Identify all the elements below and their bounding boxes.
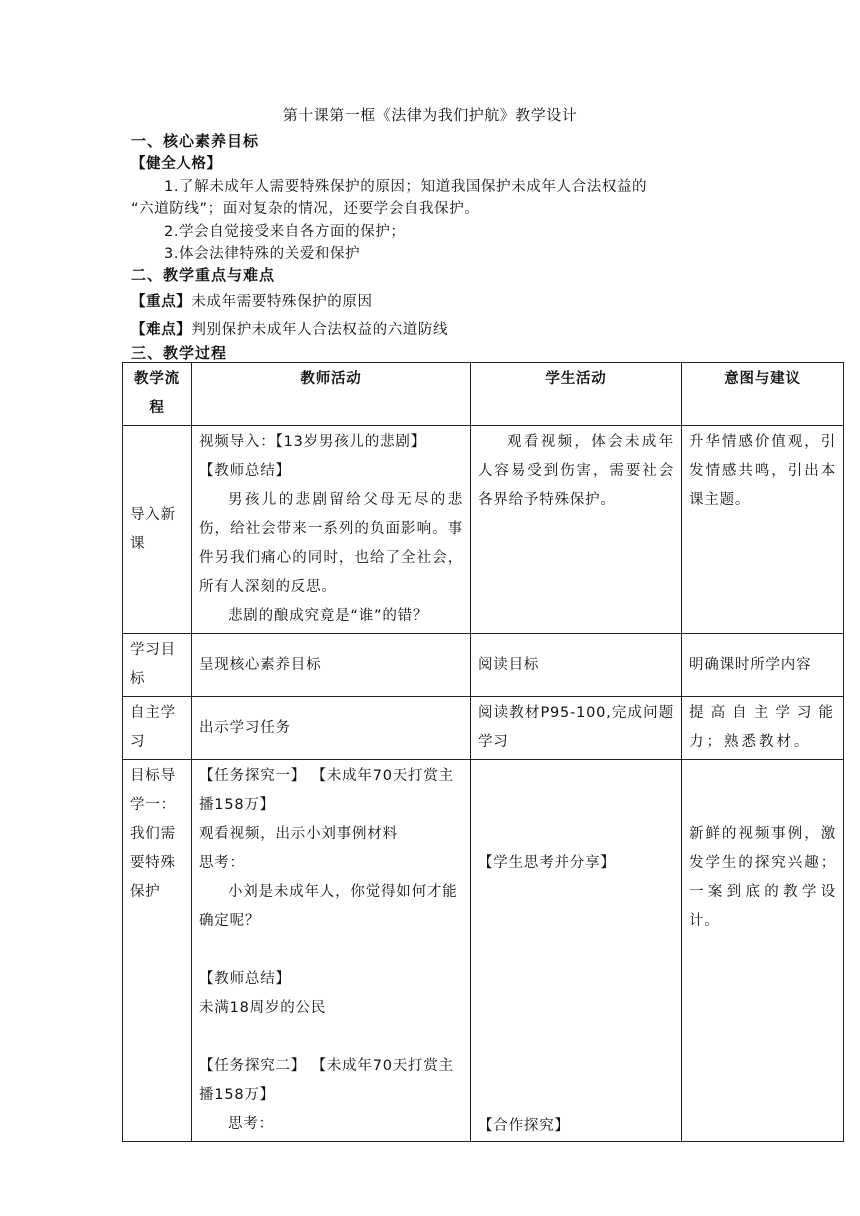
teacher-line: 【教师总结】 bbox=[199, 971, 291, 987]
difficult-point bbox=[131, 318, 448, 339]
teacher-line: 【任务探究二】 【未成年70天打赏主播158万】 bbox=[199, 1058, 454, 1103]
intent-cell: 提高自主学习能力；熟悉教材。 bbox=[682, 697, 844, 760]
table-row bbox=[123, 426, 844, 634]
difficult-point-text: 判别保护未成年人合法权益的六道防线 bbox=[191, 322, 449, 338]
blank-line bbox=[199, 936, 463, 965]
table-row bbox=[123, 760, 844, 1142]
teacher-line: 悲剧的酿成究竟是“谁”的错？ bbox=[228, 608, 429, 624]
key-point-text: 未成年需要特殊保护的原因 bbox=[191, 294, 373, 310]
table-row bbox=[123, 634, 844, 697]
student-cell bbox=[471, 760, 682, 1142]
teacher-line: 思考： bbox=[199, 855, 245, 871]
teacher-cell bbox=[192, 426, 471, 634]
stage-cell: 导入新课 bbox=[123, 426, 192, 634]
teacher-line: 【任务探究一】 【未成年70天打赏主播158万】 bbox=[199, 768, 454, 813]
teacher-cell: 呈现核心素养目标 bbox=[192, 634, 471, 697]
teacher-line: 【教师总结】 bbox=[199, 463, 291, 479]
intent-cell: 升华情感价值观，引发情感共鸣，引出本课主题。 bbox=[682, 426, 844, 634]
page-title: 第十课第一框《法律为我们护航》教学设计 bbox=[282, 106, 578, 124]
student-line: 【合作探究】 bbox=[478, 1118, 570, 1134]
header-stage: 教学流程 bbox=[123, 363, 192, 426]
blank-line bbox=[199, 1023, 463, 1052]
stage-cell: 学习目标 bbox=[123, 634, 192, 697]
goal-item-1a: 1.了解未成年人需要特殊保护的原因；知道我国保护未成年人合法权益的 bbox=[164, 179, 648, 195]
teaching-process-table bbox=[122, 362, 844, 1142]
section-heading-process: 三、教学过程 bbox=[131, 344, 228, 362]
subheading-personality: 【健全人格】 bbox=[131, 156, 222, 172]
header-student: 学生活动 bbox=[471, 363, 682, 426]
teacher-paragraph: 男孩儿的悲剧留给父母无尽的悲伤，给社会带来一系列的负面影响。事件另我们痛心的同时，也给了全社会，所有人深刻的反思。 bbox=[199, 492, 463, 595]
student-cell: 阅读目标 bbox=[471, 634, 682, 697]
teacher-line: 视频导入：【13岁男孩儿的悲剧】 bbox=[199, 434, 426, 450]
goal-item-3: 3.体会法律特殊的关爱和保护 bbox=[164, 246, 361, 262]
stage-cell: 目标导学一：我们需要特殊保护 bbox=[123, 760, 192, 1142]
teacher-cell bbox=[192, 760, 471, 1142]
intent-cell: 新鲜的视频事例，激发学生的探究兴趣；一案到底的教学设计。 bbox=[682, 760, 844, 1142]
intent-cell: 明确课时所学内容 bbox=[682, 634, 844, 697]
section-heading-focus: 二、教学重点与难点 bbox=[131, 266, 276, 284]
teacher-cell: 出示学习任务 bbox=[192, 697, 471, 760]
key-point-label: 【重点】 bbox=[131, 294, 192, 310]
difficult-point-label: 【难点】 bbox=[131, 322, 192, 338]
key-point bbox=[131, 290, 373, 311]
teacher-line: 观看视频，出示小刘事例材料 bbox=[199, 826, 398, 842]
header-intent: 意图与建议 bbox=[682, 363, 844, 426]
goal-item-1b: “六道防线”；面对复杂的情况，还要学会自我保护。 bbox=[131, 201, 480, 217]
teacher-line: 思考： bbox=[228, 1116, 274, 1132]
table-row bbox=[123, 697, 844, 760]
student-cell: 阅读教材P95-100,完成问题学习 bbox=[471, 697, 682, 760]
student-cell: 观看视频，体会未成年人容易受到伤害，需要社会各界给予特殊保护。 bbox=[471, 426, 682, 634]
table-header-row bbox=[123, 363, 844, 426]
teacher-line: 小刘是未成年人，你觉得如何才能确定呢？ bbox=[199, 884, 458, 929]
goal-item-2: 2.学会自觉接受来自各方面的保护； bbox=[164, 224, 406, 240]
student-line: 【学生思考并分享】 bbox=[478, 855, 616, 871]
teacher-line: 未满18周岁的公民 bbox=[199, 1000, 327, 1016]
stage-cell: 自主学习 bbox=[123, 697, 192, 760]
section-heading-goals: 一、核心素养目标 bbox=[131, 132, 260, 150]
header-teacher: 教师活动 bbox=[192, 363, 471, 426]
